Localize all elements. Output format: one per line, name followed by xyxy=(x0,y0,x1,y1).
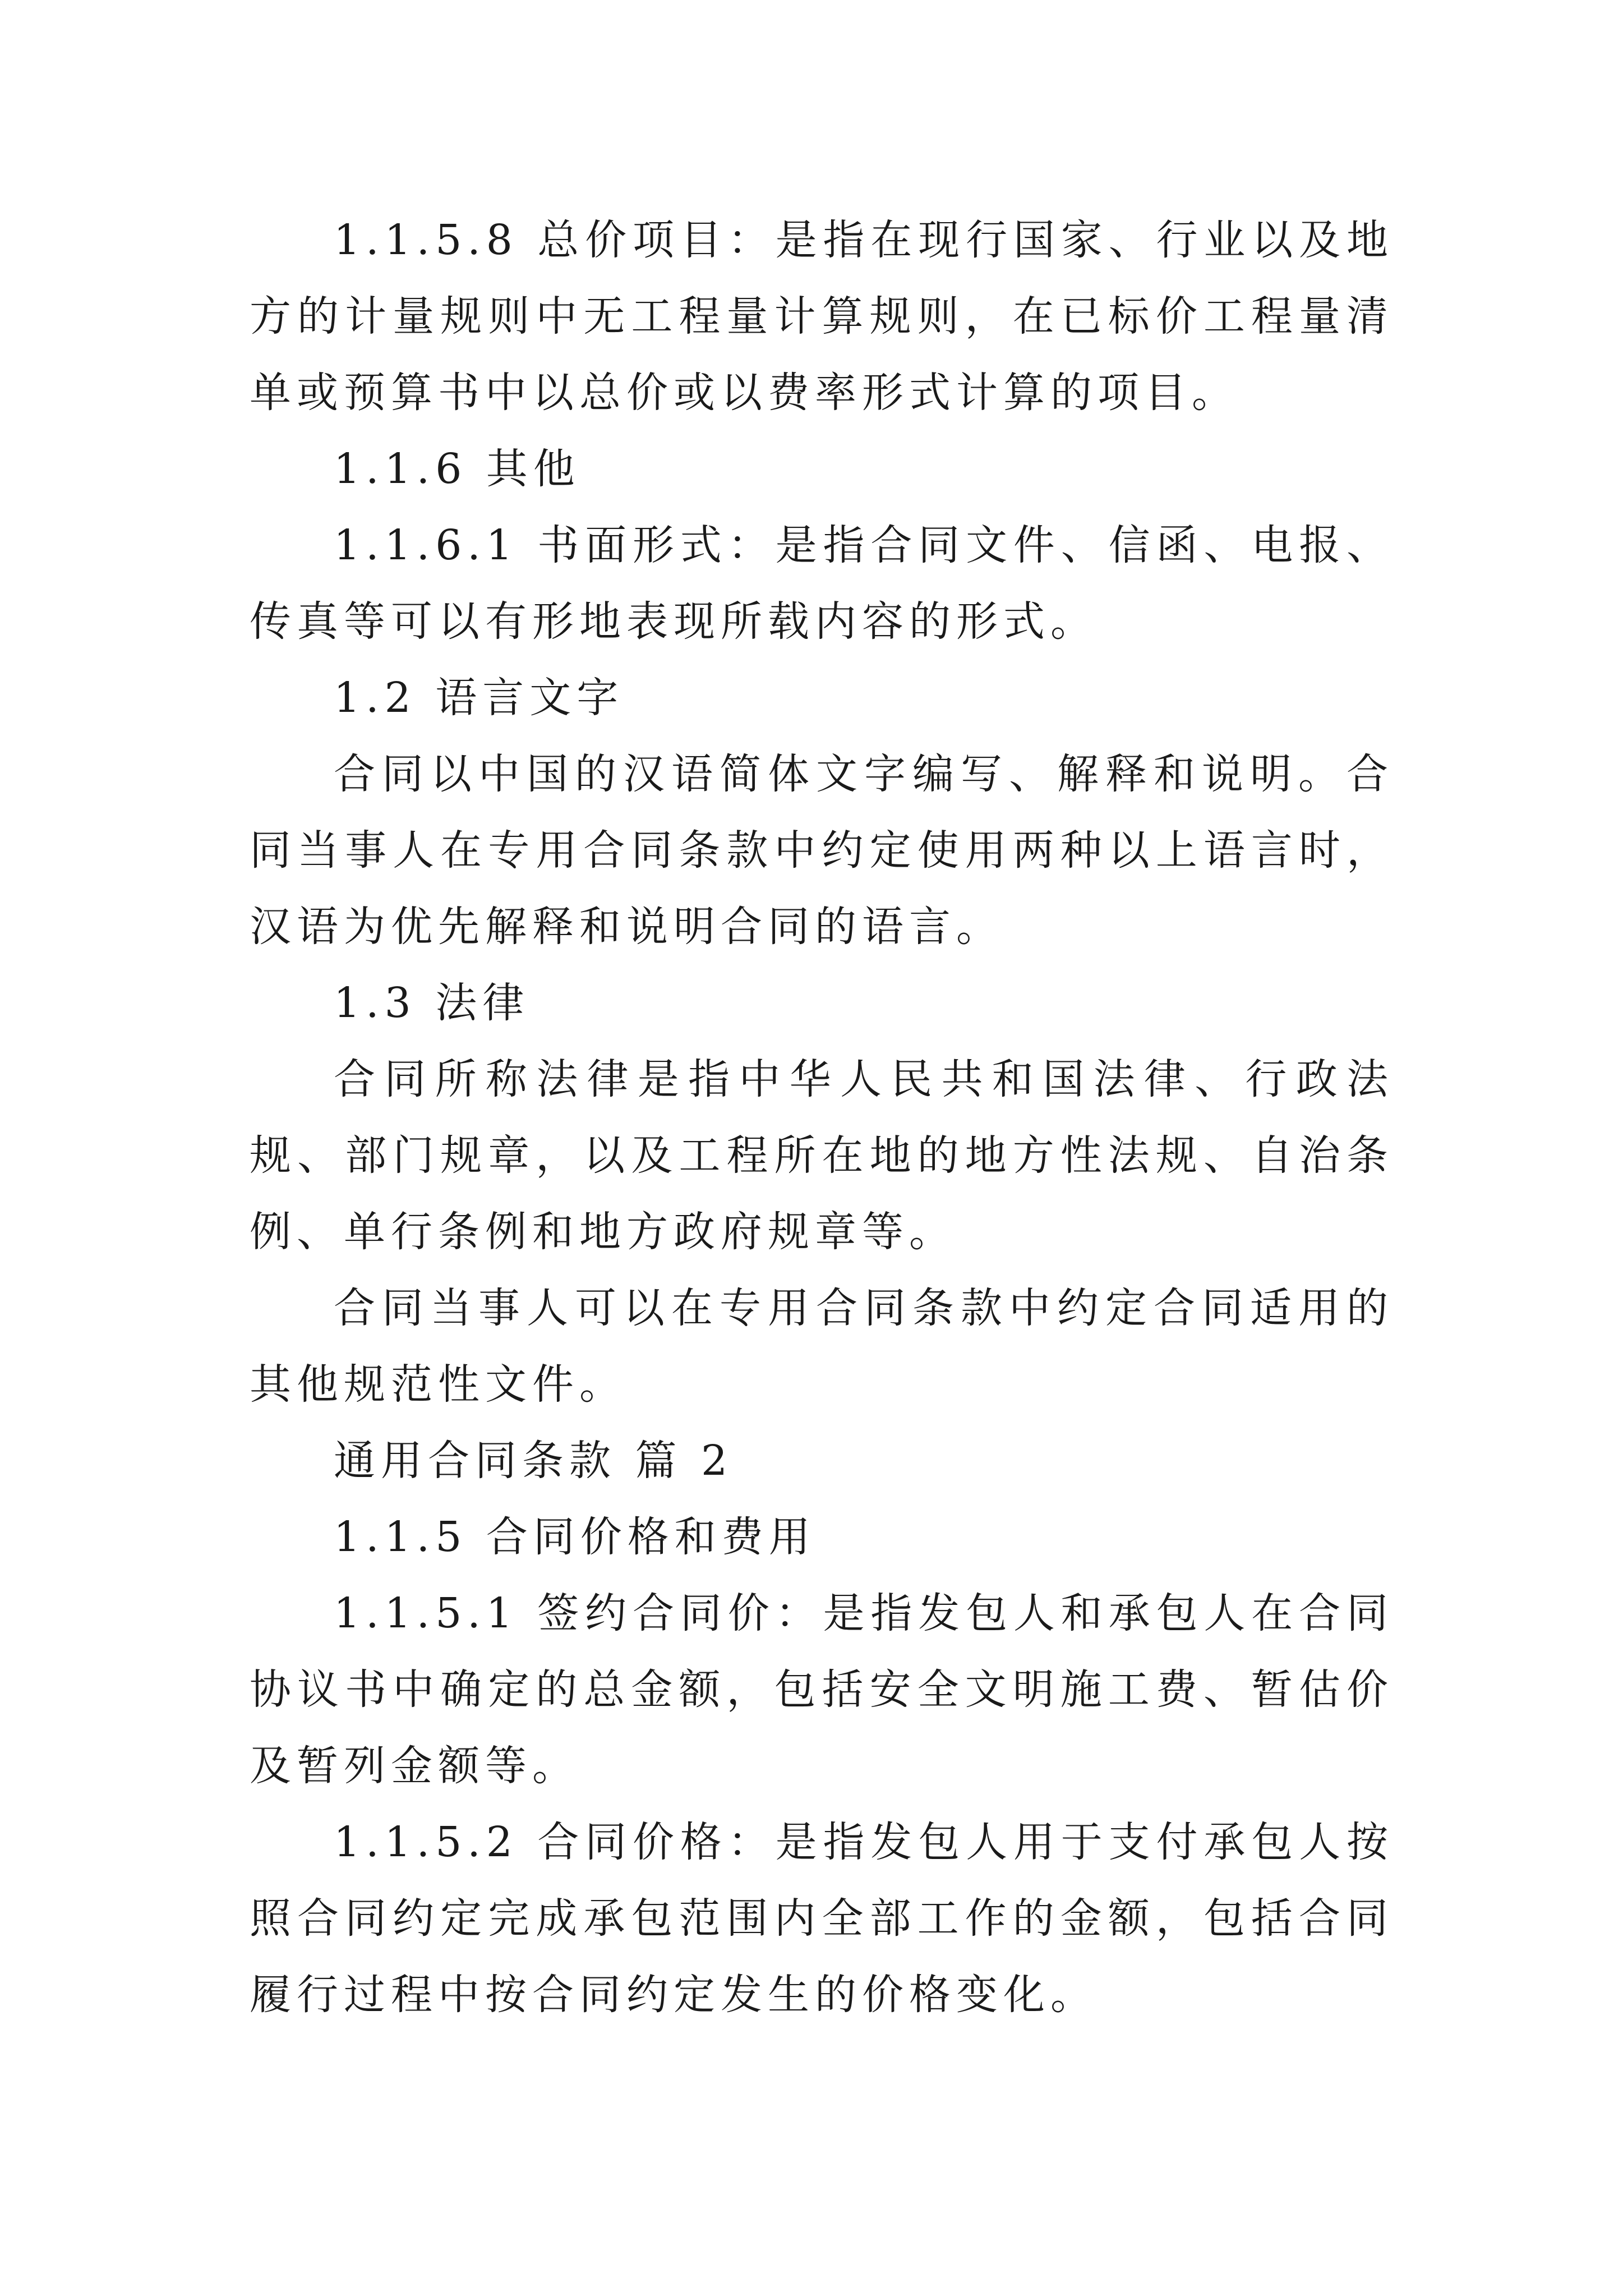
paragraph-1-1-5-1: 1.1.5.1 签约合同价：是指发包人和承包人在合同协议书中确定的总金额，包括安全文明施工费、暂估价及暂列金额等。 xyxy=(250,1589,1394,1790)
heading-1-1-6: 1.1.6 其他 xyxy=(334,445,580,493)
heading-1-3: 1.3 法律 xyxy=(334,979,530,1027)
paragraph-language: 合同以中国的汉语简体文字编写、解释和说明。合同当事人在专用合同条款中约定使用两种以上语言时，汉语为优先解释和说明合同的语言。 xyxy=(250,750,1394,951)
paragraph-law: 合同所称法律是指中华人民共和国法律、行政法规、部门规章，以及工程所在地的地方性法规、自治条例、单行条例和地方政府规章等。 xyxy=(250,1055,1394,1256)
heading-1-1-5: 1.1.5 合同价格和费用 xyxy=(334,1513,816,1561)
paragraph-1-1-5-8: 1.1.5.8 总价项目：是指在现行国家、行业以及地方的计量规则中无工程量计算规则，在已标价工程量清单或预算书中以总价或以费率形式计算的项目。 xyxy=(250,216,1394,417)
heading-1-2: 1.2 语言文字 xyxy=(334,674,624,722)
paragraph-1-1-6-1: 1.1.6.1 书面形式：是指合同文件、信函、电报、传真等可以有形地表现所载内容的形式。 xyxy=(250,521,1394,646)
paragraph-1-1-5-2: 1.1.5.2 合同价格：是指发包人用于支付承包人按照合同约定完成承包范围内全部工作的金额，包括合同履行过程中按合同约定发生的价格变化。 xyxy=(250,1818,1394,2019)
document-body xyxy=(250,202,1394,2033)
section-title-part-2: 通用合同条款 篇 2 xyxy=(334,1437,734,1485)
paragraph-other-documents: 合同当事人可以在专用合同条款中约定合同适用的其他规范性文件。 xyxy=(250,1284,1394,1409)
